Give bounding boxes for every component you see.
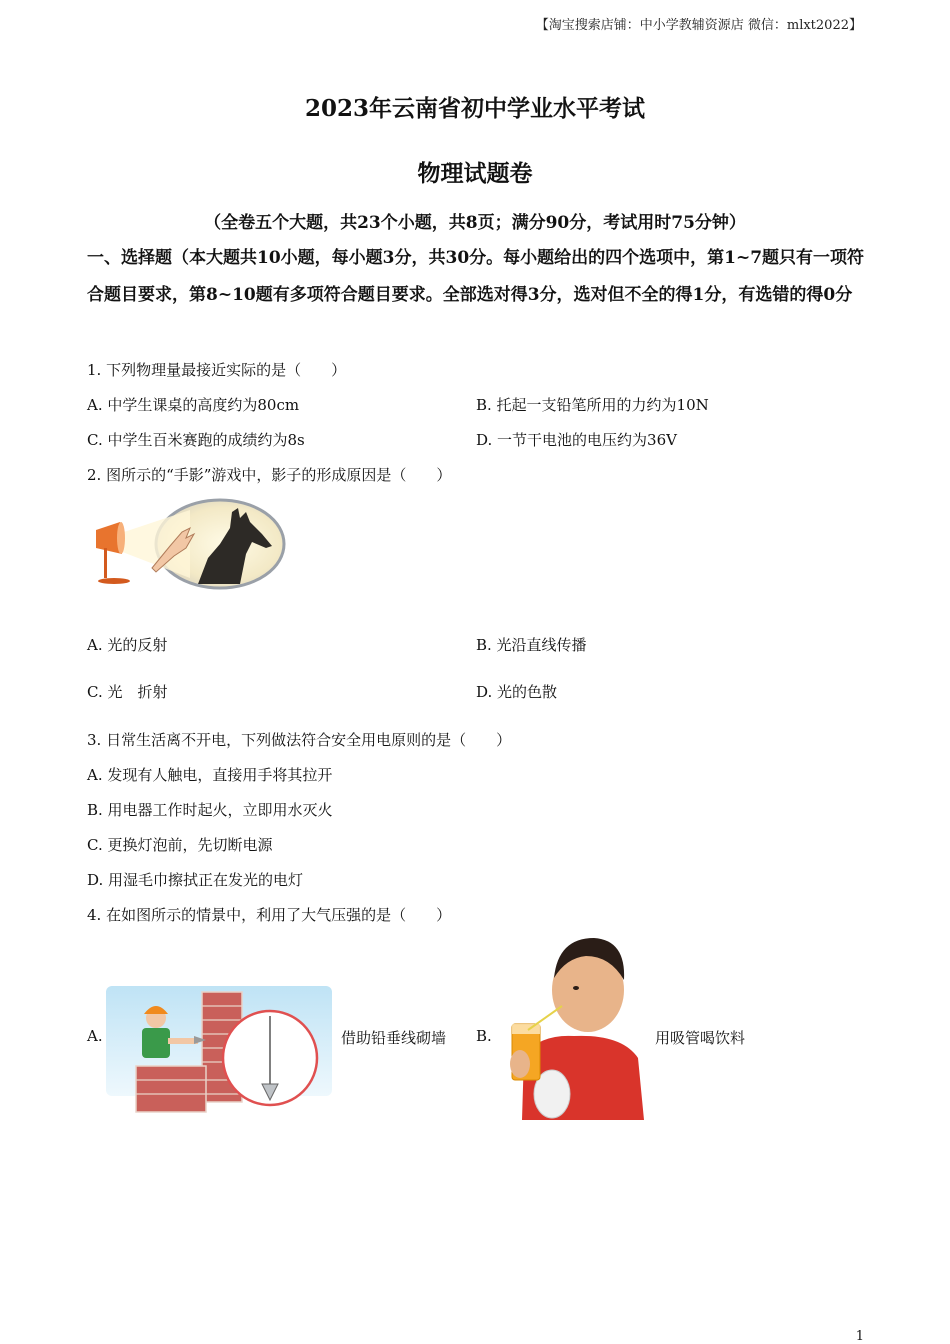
q2-stem: 2. 图所示的“手影”游戏中，影子的形成原因是（ ） [87,466,452,484]
section-one-heading: 一、选择题（本大题共10小题，每小题3分，共30分。每小题给出的四个选项中，第1~7题只有一项符合题目要求，第8~10题有多项符合题目要求。全部选对得3分，选对但不全的得1分，有选错的得0分 [87,248,865,305]
q2-option-d: D. 光的色散 [476,683,558,701]
q1-option-c: C. 中学生百米赛跑的成绩约为8s [87,431,305,449]
q3-option-a: A. 发现有人触电，直接用手将其拉开 [87,766,333,784]
header-note: 【淘宝搜索店铺：中小学教辅资源店 微信：mlxt2022】 [535,18,862,33]
q2-option-b: B. 光沿直线传播 [476,636,587,654]
boy-drinking-straw-figure [502,934,648,1120]
exam-subject-title: 物理试题卷 [417,160,533,187]
q2-option-c: C. 光 折射 [87,683,168,701]
q3-option-b: B. 用电器工作时起火，立即用水灭火 [87,801,333,819]
exam-info: （全卷五个大题，共23个小题，共8页；满分90分，考试用时75分钟） [204,213,746,233]
page-number: 1 [855,1329,864,1344]
q3-option-c: C. 更换灯泡前，先切断电源 [87,836,273,854]
q4-option-b-caption: 用吸管喝饮料 [655,1029,746,1047]
q1-option-b: B. 托起一支铅笔所用的力约为10N [476,396,709,414]
hand-shadow-figure [90,498,286,592]
q1-option-a: A. 中学生课桌的高度约为80cm [87,396,300,414]
q4-option-a-letter: A. [87,1027,103,1045]
q4-option-a-caption: 借助铅垂线砌墙 [341,1029,447,1047]
q3-stem: 3. 日常生活离不开电，下列做法符合安全用电原则的是（ ） [87,731,512,749]
exam-title: 2023年云南省初中学业水平考试 [304,95,645,122]
q1-stem: 1. 下列物理量最接近实际的是（ ） [87,361,347,379]
q4-stem: 4. 在如图所示的情景中，利用了大气压强的是（ ） [87,906,452,924]
plumb-line-wall-figure [106,986,332,1118]
q4-option-b-letter: B. [476,1027,492,1045]
q2-option-a: A. 光的反射 [87,636,168,654]
q1-option-d: D. 一节干电池的电压约为36V [476,431,677,449]
q3-option-d: D. 用湿毛巾擦拭正在发光的电灯 [87,871,304,889]
